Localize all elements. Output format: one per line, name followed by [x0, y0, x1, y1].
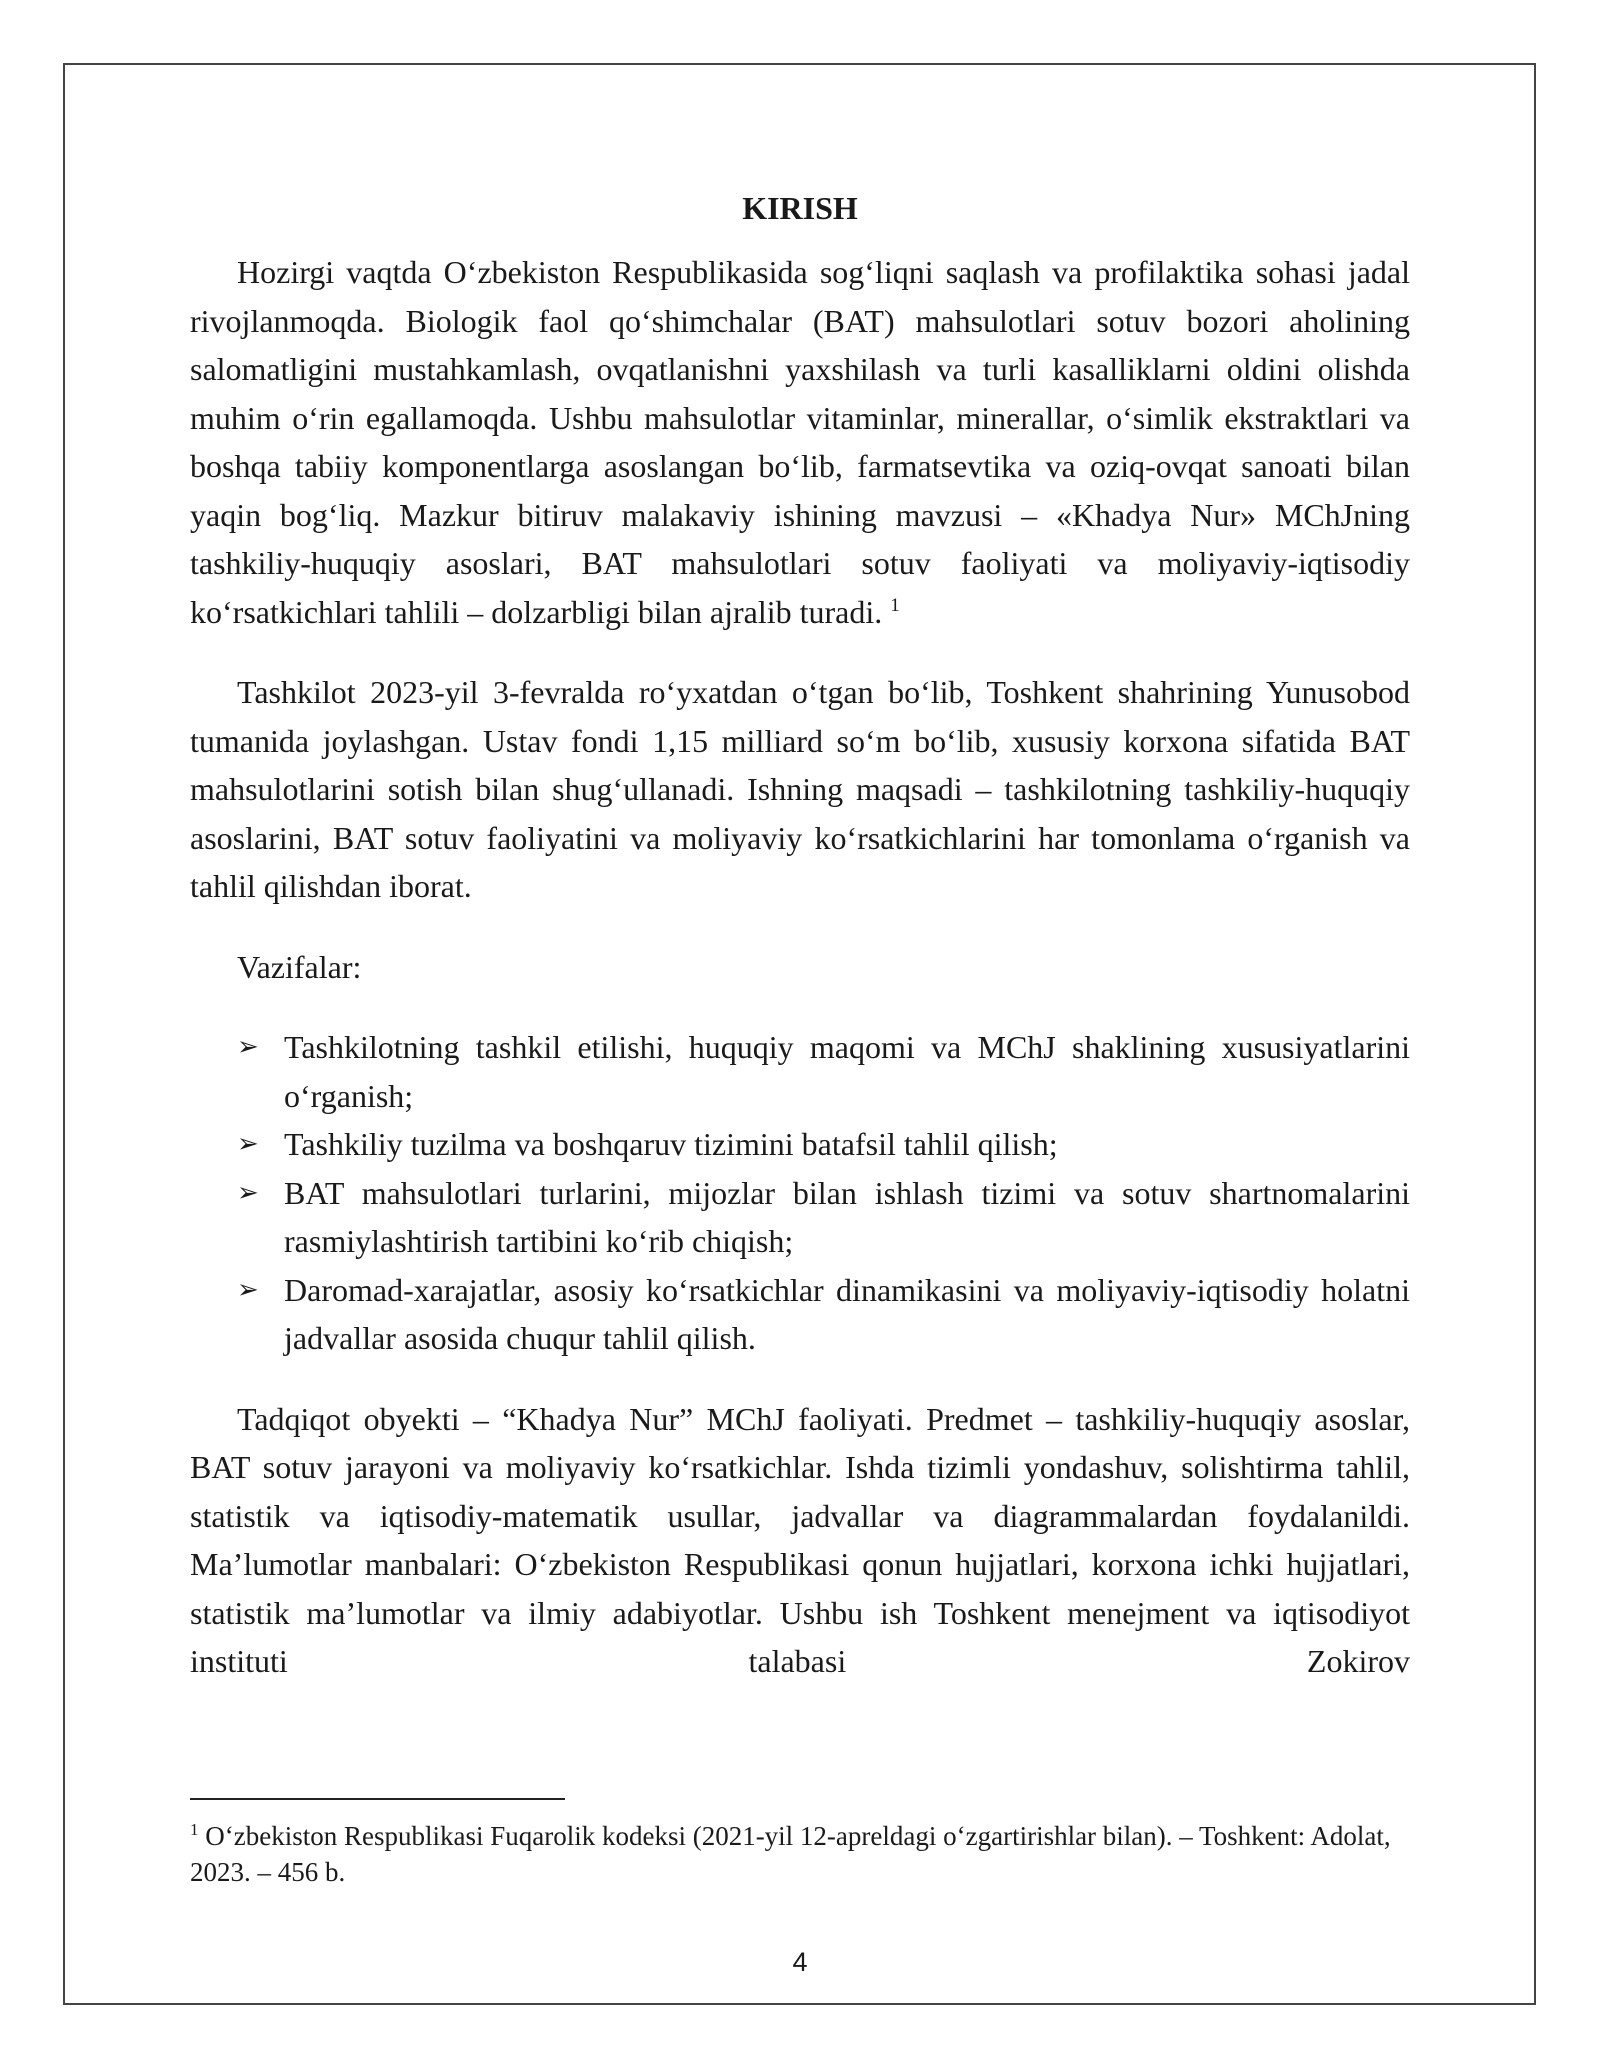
footnote-number: 1 [190, 1820, 199, 1839]
arrow-bullet-icon: ➢ [237, 1032, 259, 1062]
organization-paragraph: Tashkilot 2023-yil 3-fevralda ro‘yxatdan o‘tgan bo‘lib, Toshkent shahrining Yunusobod tumanida joylashgan. Ustav fondi 1,15 milliard so‘m bo‘lib, xususiy korxona sifatida BAT mahsulotlarini sotish bilan shug‘ullanadi. Ishning maqsadi – tashkilotning tashkiliy-huquqiy asoslarini, BAT sotuv faoliyatini va moliyaviy ko‘rsatkichlarini har tomonlama o‘rganish va tahlil qilishdan iborat. [190, 674, 1410, 904]
footnote-text: O‘zbekiston Respublikasi Fuqarolik kodeksi (2021-yil 12-apreldagi o‘zgartirishlar bilan). – Toshkent: Adolat, 2023. – 456 b. [190, 1821, 1391, 1887]
research-paragraph: Tadqiqot obyekti – “Khadya Nur” MChJ faoliyati. Predmet – tashkiliy-huquqiy asoslar, BAT sotuv jarayoni va moliyaviy ko‘rsatkichlar. Ishda tizimli yondashuv, solishtirma tahlil, statistik va iqtisodiy-matematik usullar, jadvallar va diagrammalardan foydalanildi. Ma’lumotlar manbalari: O‘zbekiston Respublikasi qonun hujjatlari, korxona ichki hujjatlari, statistik ma’lumotlar va ilmiy adabiyotlar. Ushbu ish Toshkent menejment va iqtisodiyot instituti talabasi Zokirov [190, 1400, 1410, 1679]
tasks-list [190, 1023, 1410, 1363]
arrow-bullet-icon: ➢ [237, 1274, 259, 1305]
list-item [237, 1120, 1410, 1169]
task-text: BAT mahsulotlari turlarini, mijozlar bilan ishlash tizimi va sotuv shartnomalarini rasmiylashtirish tartibini ko‘rib chiqish; [284, 1174, 1410, 1259]
list-item [237, 1266, 1410, 1363]
task-text: Daromad-xarajatlar, asosiy ko‘rsatkichlar dinamikasini va moliyaviy-iqtisodiy holatni jadvallar asosida chuqur tahlil qilish. [284, 1271, 1410, 1356]
intro-paragraph-text: Hozirgi vaqtda O‘zbekiston Respublikasida sog‘liqni saqlash va profilaktika sohasi jadal rivojlanmoqda. Biologik faol qo‘shimchalar (BAT) mahsulotlari sotuv bozori aholining salomatligini mustahkamlash, ovqatlanishni yaxshilash va turli kasalliklarni oldini olishda muhim o‘rin egallamoqda. Ushbu mahsulotlar vitaminlar, minerallar, o‘simlik ekstraktlari va boshqa tabiiy komponentlarga asoslangan bo‘lib, farmatsevtika va oziq-ovqat sanoati bilan yaqin bog‘liq. Mazkur bitiruv malakaviy ishining mavzusi – «Khadya Nur» MChJning tashkiliy-huquqiy asoslari, BAT mahsulotlari sotuv faoliyati va moliyaviy-iqtisodiy ko‘rsatkichlari tahlili – dolzarbligi bilan ajralib turadi. [190, 254, 1410, 630]
task-text: Tashkilotning tashkil etilishi, huquqiy maqomi va MChJ shaklining xususiyatlarini o‘rganish; [284, 1029, 1410, 1114]
footnote [190, 1812, 1410, 1890]
page-number: 4 [792, 1947, 808, 1977]
tasks-heading: Vazifalar: [237, 948, 362, 985]
footnote-reference: 1 [890, 594, 900, 616]
arrow-bullet-icon: ➢ [237, 1129, 259, 1159]
intro-paragraph [190, 248, 1410, 636]
section-title: KIRISH [742, 190, 858, 226]
arrow-bullet-icon: ➢ [237, 1177, 259, 1208]
list-item [237, 1023, 1410, 1120]
list-item [237, 1169, 1410, 1266]
footnote-divider [190, 1798, 565, 1800]
page-content [190, 180, 1410, 1686]
task-text: Tashkiliy tuzilma va boshqaruv tizimini batafsil tahlil qilish; [284, 1126, 1058, 1162]
